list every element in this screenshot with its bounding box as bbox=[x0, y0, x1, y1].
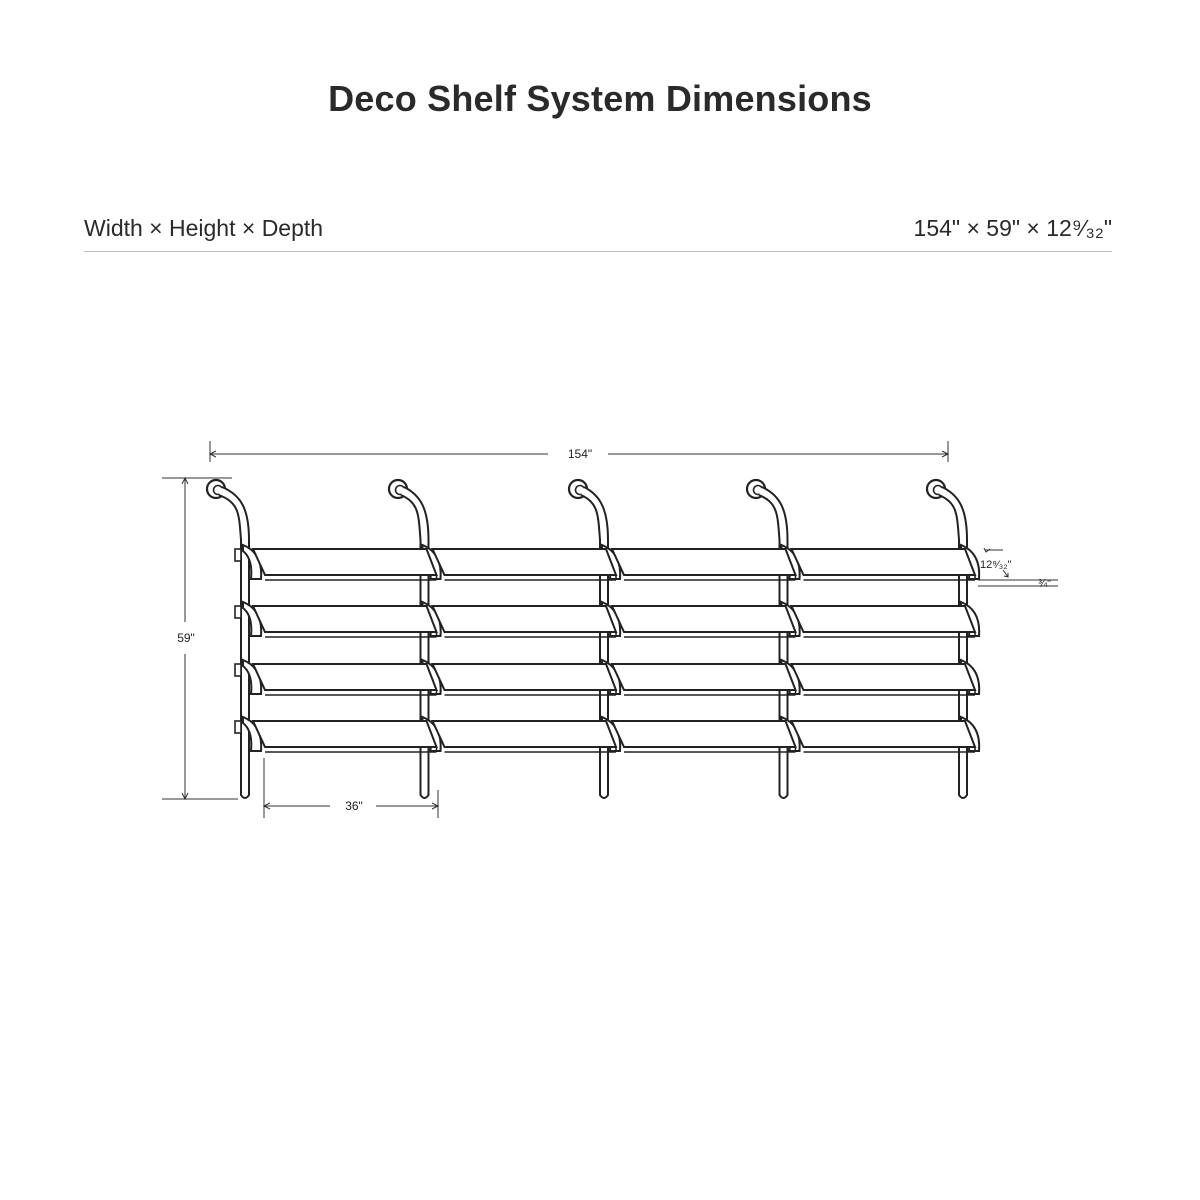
bay-width-label: 36" bbox=[345, 799, 363, 813]
overall-height-label: 59" bbox=[177, 631, 195, 645]
shelf-board bbox=[433, 664, 617, 690]
wall-clip bbox=[235, 664, 241, 676]
shelf-board bbox=[253, 549, 437, 575]
spec-value: 154" × 59" × 12⁹⁄₃₂" bbox=[913, 215, 1112, 241]
upright-post bbox=[219, 487, 249, 798]
shelf-board bbox=[792, 721, 976, 747]
shelf-board bbox=[433, 721, 617, 747]
shelf-thickness-label: ¾" bbox=[1038, 578, 1052, 590]
shelf-board bbox=[253, 606, 437, 632]
shelf-board bbox=[612, 549, 796, 575]
wall-clip bbox=[235, 721, 241, 733]
shelf-board bbox=[612, 664, 796, 690]
shelf-board bbox=[792, 549, 976, 575]
shelf-board bbox=[433, 549, 617, 575]
shelf-structure bbox=[207, 480, 979, 798]
shelf-board bbox=[433, 606, 617, 632]
height-dimension bbox=[162, 478, 238, 799]
shelf-board bbox=[612, 606, 796, 632]
shelf-board bbox=[253, 721, 437, 747]
wall-clip bbox=[235, 549, 241, 561]
overall-width-label: 154" bbox=[567, 447, 593, 461]
shelf-board bbox=[612, 721, 796, 747]
spec-label: Width × Height × Depth bbox=[84, 215, 324, 241]
page-title: Deco Shelf System Dimensions bbox=[328, 78, 872, 119]
shelf-board bbox=[792, 664, 976, 690]
shelf-board bbox=[253, 664, 437, 690]
shelf-board bbox=[792, 606, 976, 632]
shelf-depth-label: 12⁹⁄₃₂" bbox=[980, 559, 1012, 571]
wall-clip bbox=[235, 606, 241, 618]
